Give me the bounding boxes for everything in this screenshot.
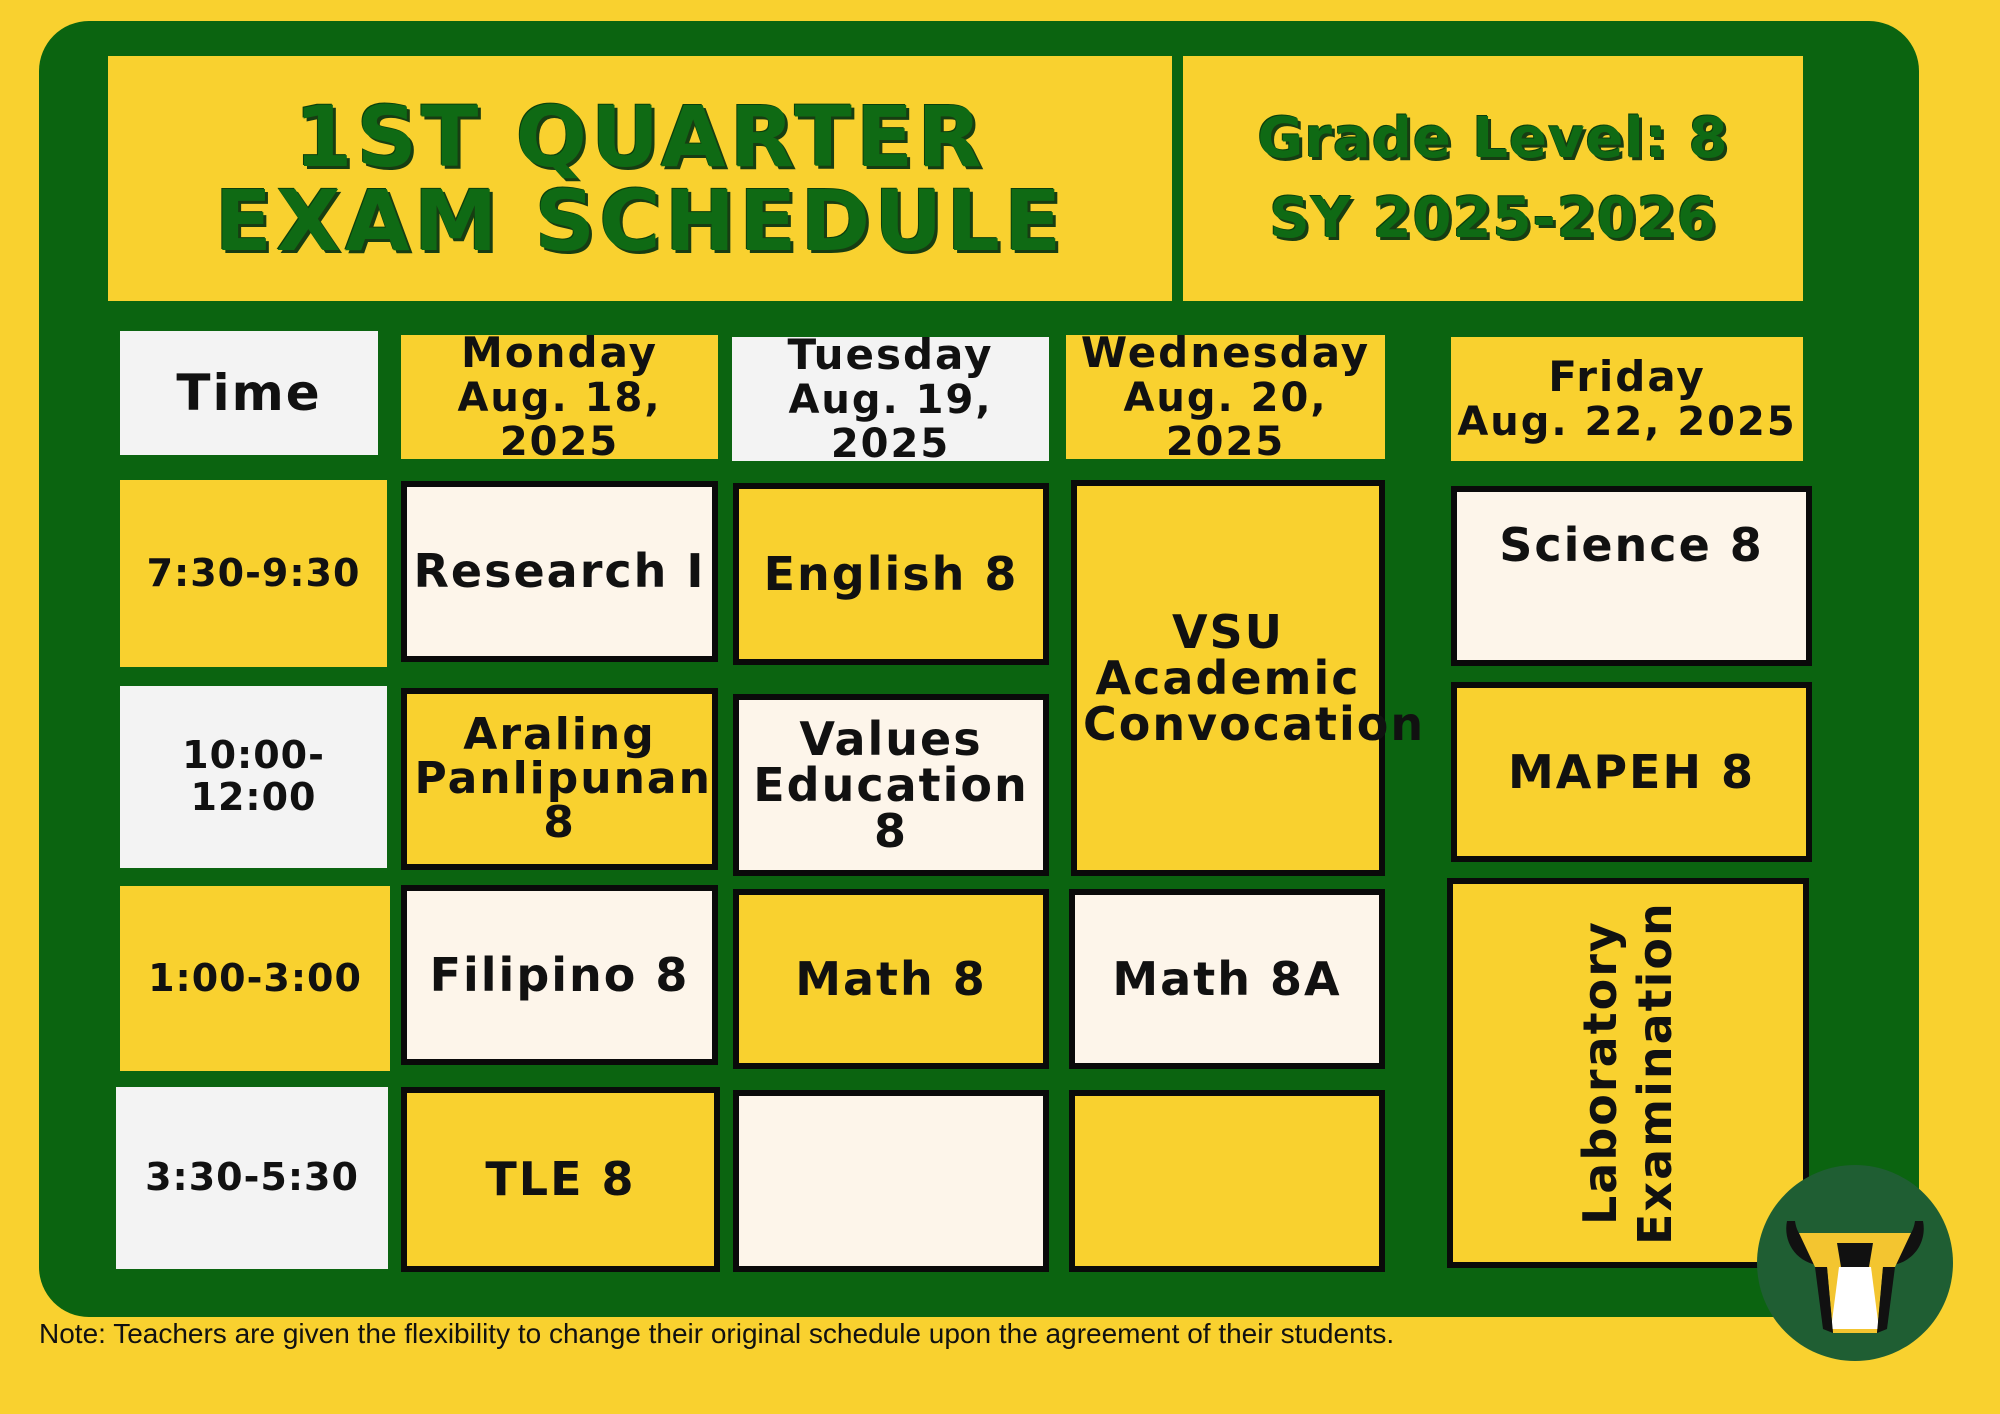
time-header [120,331,378,455]
day-header-wednesday [1066,327,1385,466]
subject-label: MAPEH 8 [1507,744,1756,799]
school-logo [1755,1163,1955,1363]
time-header-label: Time [176,363,322,422]
day-name: Monday [460,327,659,377]
title-line-1: 1ST QUARTER [294,87,986,186]
exam-cell-monday-1 [401,481,718,662]
day-header-friday [1451,337,1803,461]
bull-head-icon [1755,1163,1955,1363]
day-header-tuesday [732,329,1049,468]
subject-label: Math 8 [795,951,987,1006]
exam-cell-tuesday-2 [733,694,1049,876]
subject-label: Research I [413,544,706,599]
day-name: Wednesday [1080,327,1371,377]
time-slot-1 [120,480,387,667]
subject-label: Filipino 8 [429,947,690,1002]
time-slot-label: 7:30-9:30 [146,550,361,595]
grade-level: Grade Level: 8 [1257,105,1729,171]
school-year: SY 2025-2026 [1269,185,1717,251]
subject-label: VSU Academic Convocation [1083,605,1426,751]
exam-cell-friday-1 [1451,486,1812,666]
day-date: Aug. 19, 2025 [788,377,993,468]
exam-cell-tuesday-4 [733,1090,1049,1272]
day-name: Friday [1548,351,1706,401]
subject-label: Laboratory Examination [1572,901,1682,1245]
exam-cell-tuesday-3 [733,889,1049,1069]
exam-cell-wednesday-4 [1069,1090,1385,1272]
time-slot-3 [120,886,390,1071]
title-line-2: EXAM SCHEDULE [214,171,1066,270]
day-date: Aug. 18, 2025 [457,375,662,466]
exam-cell-tuesday-1 [733,483,1049,665]
time-slot-2 [120,686,387,868]
subject-label: English 8 [763,546,1019,601]
exam-cell-monday-3 [401,885,718,1065]
exam-cell-wednesday-3 [1069,889,1385,1069]
subject-label: Math 8A [1112,951,1342,1006]
day-header-monday [401,327,718,466]
grade-banner [1183,56,1803,301]
subject-label: TLE 8 [485,1152,636,1207]
title-banner [108,56,1172,301]
exam-cell-monday-2 [401,688,718,870]
exam-cell-friday-2 [1451,682,1812,862]
subject-label: Values Education 8 [753,712,1029,858]
time-slot-4 [116,1087,388,1269]
subject-label: Araling Panlipunan 8 [414,709,712,848]
day-name: Tuesday [787,329,994,379]
time-slot-label: 10:00-12:00 [182,733,325,819]
footer-note: Note: Teachers are given the flexibility to change their original schedule upon the agreement of their students. [39,1318,1395,1349]
day-date: Aug. 20, 2025 [1123,375,1328,466]
time-slot-label: 1:00-3:00 [148,955,362,1000]
exam-cell-monday-4 [401,1087,720,1272]
time-slot-label: 3:30-5:30 [145,1155,359,1200]
exam-cell-wednesday-1-2 [1071,480,1426,876]
day-date: Aug. 22, 2025 [1457,399,1797,446]
subject-label: Science 8 [1499,518,1764,572]
